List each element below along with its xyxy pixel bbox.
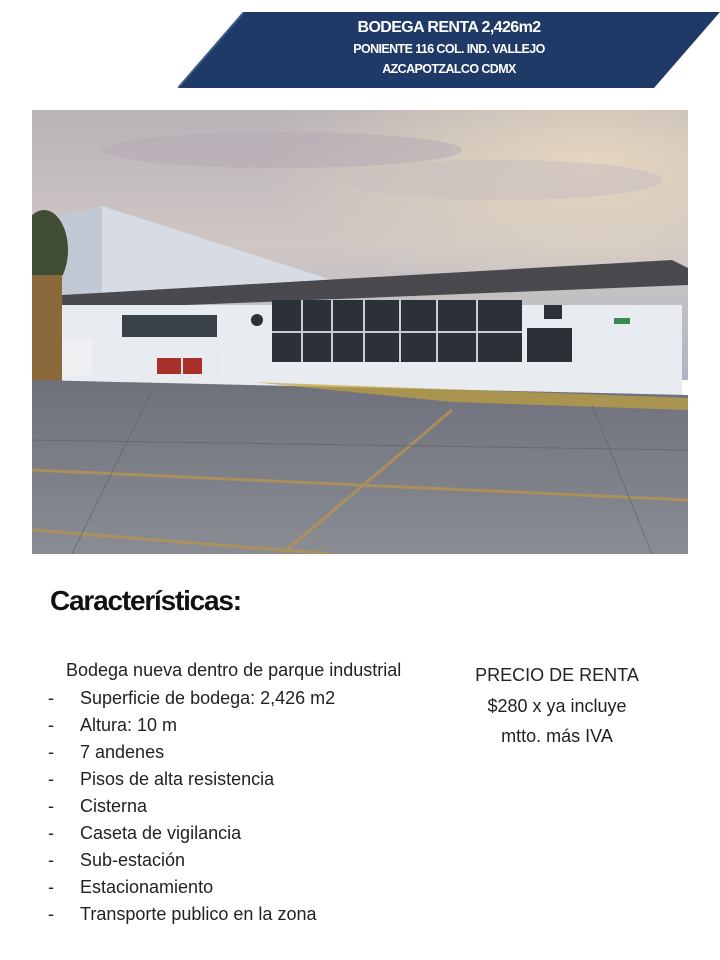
list-dash: - — [48, 877, 54, 897]
list-item — [48, 874, 335, 901]
list-item — [48, 901, 335, 928]
list-item — [48, 766, 335, 793]
price-heading: PRECIO DE RENTA — [475, 665, 639, 685]
banner-address: PONIENTE 116 COL. IND. VALLEJO — [353, 42, 545, 56]
list-dash: - — [48, 715, 54, 735]
feature-text: 7 andenes — [80, 742, 165, 762]
price-amount: $280 x ya incluye — [487, 695, 627, 716]
list-item — [48, 685, 335, 712]
list-item — [48, 739, 335, 766]
list-dash: - — [48, 796, 54, 816]
feature-text: Sub-estación — [80, 850, 186, 870]
list-item — [48, 793, 335, 820]
title-banner — [178, 12, 720, 88]
list-dash: - — [48, 823, 54, 843]
feature-text: Cisterna — [80, 796, 148, 816]
features-intro: Bodega nueva dentro de parque industrial — [66, 660, 402, 680]
list-dash: - — [48, 850, 54, 870]
price-note: mtto. más IVA — [501, 726, 613, 746]
list-item — [48, 820, 335, 847]
rent-price-block — [462, 660, 652, 752]
feature-text: Pisos de alta resistencia — [80, 769, 275, 789]
banner-title: BODEGA RENTA 2,426m2 — [357, 19, 541, 36]
feature-text: Caseta de vigilancia — [80, 823, 242, 843]
warehouse-photo — [32, 110, 688, 554]
banner-location: AZCAPOTZALCO CDMX — [382, 62, 516, 76]
features-list — [48, 685, 335, 928]
feature-text: Superficie de bodega: 2,426 m2 — [80, 688, 336, 708]
feature-text: Altura: 10 m — [80, 715, 178, 735]
list-dash: - — [48, 904, 54, 924]
feature-text: Transporte publico en la zona — [80, 904, 317, 924]
list-dash: - — [48, 742, 54, 762]
list-dash: - — [48, 769, 54, 789]
list-item — [48, 712, 335, 739]
list-dash: - — [48, 688, 54, 708]
list-item — [48, 847, 335, 874]
features-heading: Características: — [50, 585, 241, 616]
feature-text: Estacionamiento — [80, 877, 214, 897]
